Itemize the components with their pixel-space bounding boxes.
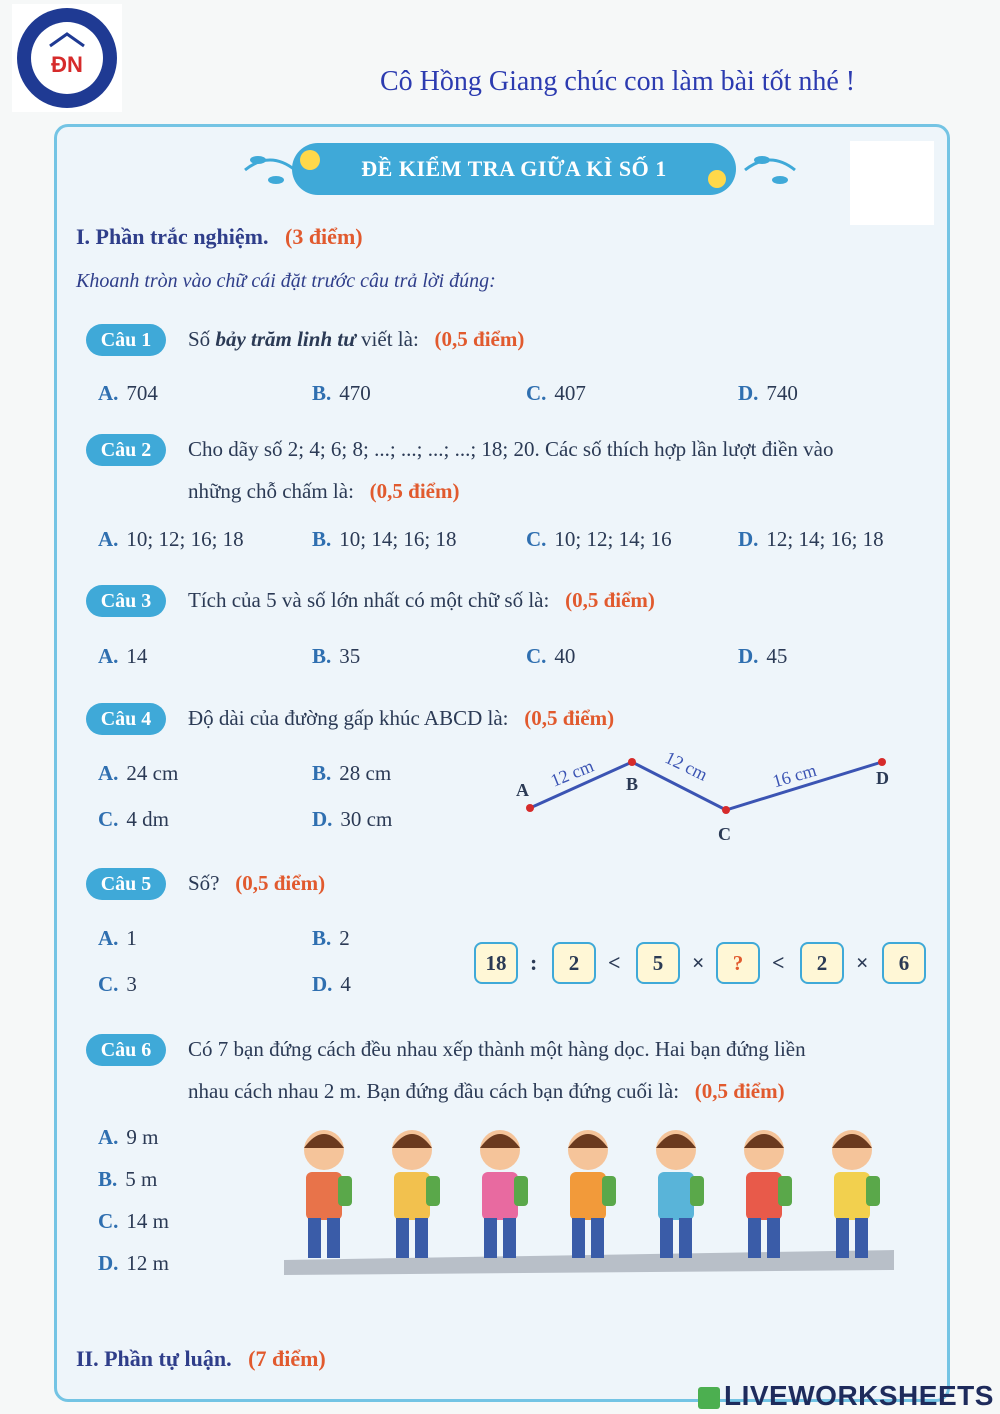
question-6-line2: nhau cách nhau 2 m. Bạn đứng đầu cách bạn đứng cuối là: (0,5 điểm)	[188, 1079, 785, 1103]
question-1-text: Số bảy trăm linh tư viết là: (0,5 điểm)	[188, 327, 525, 351]
child-figure	[304, 1130, 352, 1258]
number-box-2b: 2	[800, 942, 844, 984]
question-5-text: Số? (0,5 điểm)	[188, 871, 326, 895]
logo-abbr: ĐN	[51, 52, 83, 77]
q5-option-d[interactable]: D. 4	[312, 972, 351, 996]
answer-box[interactable]: ?	[716, 942, 760, 984]
children-illustration	[284, 1120, 894, 1280]
number-box-18: 18	[474, 942, 518, 984]
instruction: Khoanh tròn vào chữ cái đặt trước câu trả lời đúng:	[76, 270, 496, 292]
q1-option-d[interactable]: D. 740	[738, 381, 798, 405]
op-less-than: <	[772, 950, 785, 975]
q5-option-a[interactable]: A. 1	[98, 926, 137, 950]
child-figure	[744, 1130, 792, 1258]
question-2-line2: những chỗ chấm là: (0,5 điểm)	[188, 479, 460, 503]
q4-option-d[interactable]: D. 30 cm	[312, 807, 393, 831]
q4-option-b[interactable]: B. 28 cm	[312, 761, 392, 785]
q6-option-b[interactable]: B. 5 m	[98, 1167, 158, 1191]
polyline-figure	[500, 740, 920, 850]
q2-option-a[interactable]: A. 10; 12; 16; 18	[98, 527, 244, 551]
op-less-than: <	[608, 950, 621, 975]
label-b: B	[626, 774, 639, 794]
child-figure	[392, 1130, 440, 1258]
q5-option-c[interactable]: C. 3	[98, 972, 137, 996]
question-2-line1: Cho dãy số 2; 4; 6; 8; ...; ...; ...; ...; 18; 20. Các số thích hợp lần lượt điền vào	[188, 437, 834, 461]
label-a: A	[516, 780, 529, 800]
flower-icon	[300, 150, 320, 170]
q6-option-a[interactable]: A. 9 m	[98, 1125, 159, 1149]
point-d	[878, 758, 886, 766]
part2-heading: II. Phần tự luận. (7 điểm)	[76, 1346, 326, 1371]
q3-option-c[interactable]: C. 40	[526, 644, 576, 668]
q1-option-a[interactable]: A. 704	[98, 381, 158, 405]
question-badge-6: Câu 6	[86, 1034, 166, 1066]
question-3-text: Tích của 5 và số lớn nhất có một chữ số là: (0,5 điểm)	[188, 588, 655, 612]
child-figure	[656, 1130, 704, 1258]
q6-option-d[interactable]: D. 12 m	[98, 1251, 170, 1275]
point-a	[526, 804, 534, 812]
child-figure	[568, 1130, 616, 1258]
point-c	[722, 806, 730, 814]
number-box-6: 6	[882, 942, 926, 984]
page-title: ĐỀ KIỂM TRA GIỮA KÌ SỐ 1	[292, 143, 736, 195]
number-box-2: 2	[552, 942, 596, 984]
label-d: D	[876, 768, 889, 788]
question-badge-4: Câu 4	[86, 703, 166, 735]
question-4-text: Độ dài của đường gấp khúc ABCD là: (0,5 điểm)	[188, 706, 615, 730]
q3-option-a[interactable]: A. 14	[98, 644, 148, 668]
liveworksheets-logo: LIVEWORKSHEETS	[698, 1380, 994, 1412]
comparison-expression	[470, 942, 930, 986]
op-multiply: ×	[856, 950, 869, 975]
q4-option-a[interactable]: A. 24 cm	[98, 761, 179, 785]
label-c: C	[718, 824, 731, 844]
question-badge-3: Câu 3	[86, 585, 166, 617]
school-logo	[12, 4, 122, 112]
question-badge-2: Câu 2	[86, 434, 166, 466]
length-bc: 12 cm	[662, 747, 711, 785]
greeting-text: Cô Hồng Giang chúc con làm bài tốt nhé !	[380, 66, 856, 97]
question-badge-1: Câu 1	[86, 324, 166, 356]
q1-option-c[interactable]: C. 407	[526, 381, 586, 405]
flower-icon	[708, 170, 726, 188]
child-figure	[832, 1130, 880, 1258]
child-figure	[480, 1130, 528, 1258]
score-box[interactable]	[850, 141, 934, 225]
op-multiply: ×	[692, 950, 705, 975]
number-box-5: 5	[636, 942, 680, 984]
q4-option-c[interactable]: C. 4 dm	[98, 807, 170, 831]
op-divide: :	[530, 950, 538, 975]
q2-option-d[interactable]: D. 12; 14; 16; 18	[738, 527, 884, 551]
q3-option-d[interactable]: D. 45	[738, 644, 788, 668]
q1-option-b[interactable]: B. 470	[312, 381, 371, 405]
q5-option-b[interactable]: B. 2	[312, 926, 350, 950]
part1-heading: I. Phần trắc nghiệm. (3 điểm)	[76, 224, 363, 249]
point-b	[628, 758, 636, 766]
question-6-line1: Có 7 bạn đứng cách đều nhau xếp thành một hàng dọc. Hai bạn đứng liền	[188, 1037, 806, 1061]
q2-option-b[interactable]: B. 10; 14; 16; 18	[312, 527, 457, 551]
q2-option-c[interactable]: C. 10; 12; 14; 16	[526, 527, 672, 551]
length-cd: 16 cm	[770, 759, 819, 792]
q6-option-c[interactable]: C. 14 m	[98, 1209, 170, 1233]
question-badge-5: Câu 5	[86, 868, 166, 900]
q3-option-b[interactable]: B. 35	[312, 644, 361, 668]
length-ab: 12 cm	[547, 755, 597, 791]
